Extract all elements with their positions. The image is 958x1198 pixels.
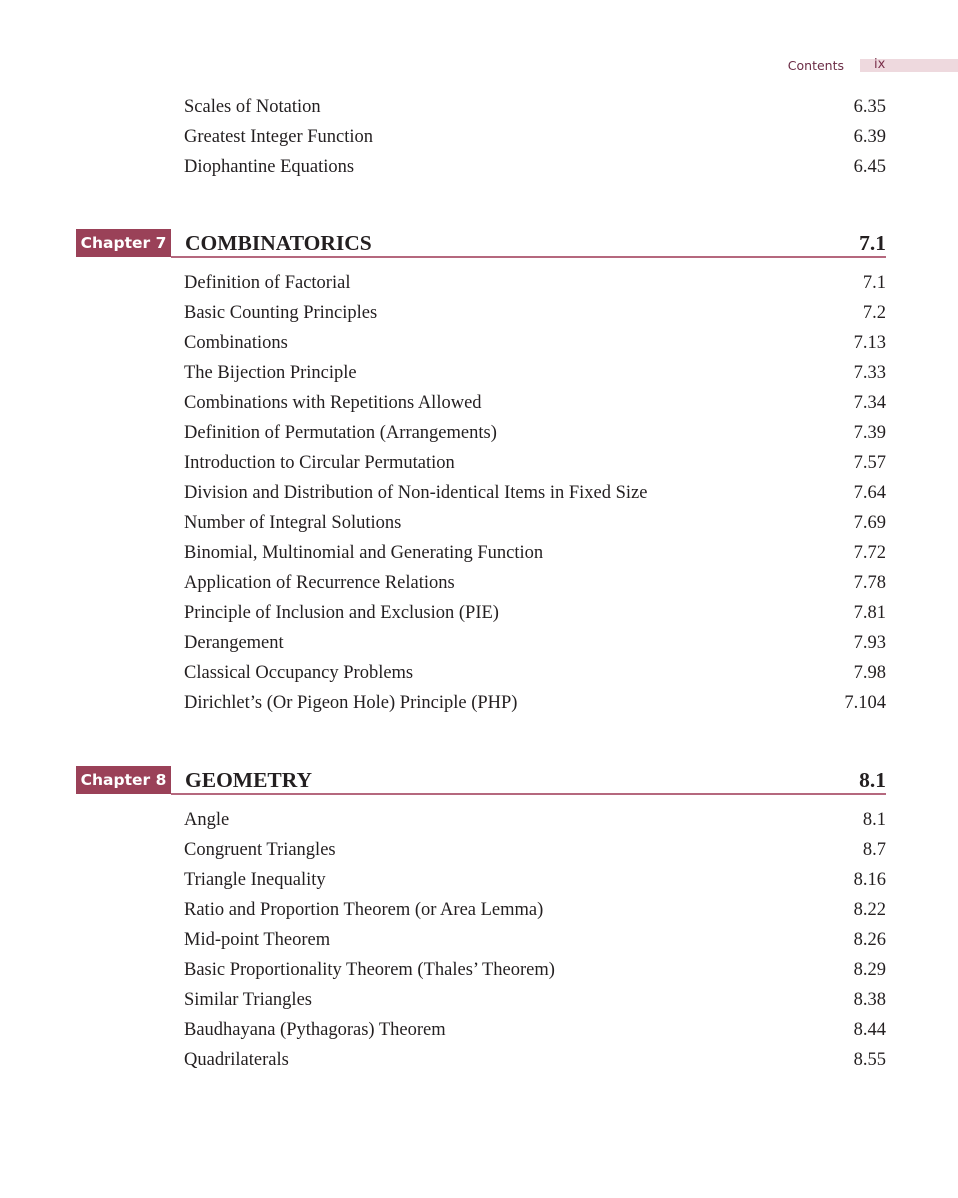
toc-entry[interactable] bbox=[184, 541, 886, 565]
toc-entry-page: 8.38 bbox=[853, 990, 886, 1010]
toc-entry-page: 7.69 bbox=[853, 513, 886, 533]
toc-entry-page: 7.34 bbox=[853, 393, 886, 413]
toc-entry[interactable] bbox=[184, 451, 886, 475]
toc-entry[interactable] bbox=[184, 125, 886, 149]
toc-entry[interactable] bbox=[184, 631, 886, 655]
toc-entry-title: Division and Distribution of Non-identical Items in Fixed Size bbox=[184, 483, 648, 503]
toc-entry-page: 8.26 bbox=[853, 930, 886, 950]
toc-entry[interactable] bbox=[184, 808, 886, 832]
toc-entry[interactable] bbox=[184, 95, 886, 119]
toc-entry-page: 8.44 bbox=[853, 1020, 886, 1040]
running-header bbox=[0, 58, 958, 74]
toc-entry[interactable] bbox=[184, 601, 886, 625]
toc-entry-page: 7.98 bbox=[853, 663, 886, 683]
toc-entry-title: Scales of Notation bbox=[184, 97, 321, 117]
toc-entry[interactable] bbox=[184, 1048, 886, 1072]
toc-entry[interactable] bbox=[184, 1018, 886, 1042]
toc-entry-page: 8.55 bbox=[853, 1050, 886, 1070]
chapter-badge: Chapter 7 bbox=[76, 229, 171, 257]
toc-entry-page: 6.35 bbox=[853, 97, 886, 117]
toc-entry-title: Binomial, Multinomial and Generating Function bbox=[184, 543, 544, 563]
chapter-heading[interactable] bbox=[76, 766, 886, 796]
toc-entry-title: Basic Counting Principles bbox=[184, 303, 378, 323]
toc-entry-page: 8.16 bbox=[853, 870, 886, 890]
chapter-rule bbox=[171, 793, 886, 795]
toc-entry-title: Basic Proportionality Theorem (Thales’ Theorem) bbox=[184, 960, 555, 980]
toc-entry[interactable] bbox=[184, 481, 886, 505]
toc-entry-title: Baudhayana (Pythagoras) Theorem bbox=[184, 1020, 446, 1040]
toc-entry[interactable] bbox=[184, 691, 886, 715]
toc-entry-page: 7.13 bbox=[853, 333, 886, 353]
toc-entry-page: 6.45 bbox=[853, 157, 886, 177]
toc-entry[interactable] bbox=[184, 838, 886, 862]
toc-entry-page: 8.7 bbox=[862, 840, 886, 860]
chapter-badge: Chapter 8 bbox=[76, 766, 171, 794]
toc-entry-title: Congruent Triangles bbox=[184, 840, 336, 860]
toc-entry-title: Ratio and Proportion Theorem (or Area Lemma) bbox=[184, 900, 544, 920]
toc-entry-page: 7.72 bbox=[853, 543, 886, 563]
chapter-heading[interactable] bbox=[76, 229, 886, 259]
toc-entry-page: 8.1 bbox=[862, 810, 886, 830]
toc-entry-page: 7.78 bbox=[853, 573, 886, 593]
chapter-title: GEOMETRY bbox=[185, 768, 313, 792]
toc-entry[interactable] bbox=[184, 661, 886, 685]
toc-entry-title: Dirichlet’s (Or Pigeon Hole) Principle (PHP) bbox=[184, 693, 518, 713]
toc-entry-title: Definition of Permutation (Arrangements) bbox=[184, 423, 497, 443]
toc-entry-page: 7.1 bbox=[862, 273, 886, 293]
header-section-label: Contents bbox=[787, 58, 844, 73]
toc-entry[interactable] bbox=[184, 331, 886, 355]
toc-entry[interactable] bbox=[184, 301, 886, 325]
toc-entry[interactable] bbox=[184, 391, 886, 415]
toc-entry-title: Definition of Factorial bbox=[184, 273, 351, 293]
toc-entry[interactable] bbox=[184, 868, 886, 892]
toc-entry-title: Combinations with Repetitions Allowed bbox=[184, 393, 482, 413]
toc-entry-title: Derangement bbox=[184, 633, 284, 653]
toc-entry-page: 7.33 bbox=[853, 363, 886, 383]
toc-entry-title: Greatest Integer Function bbox=[184, 127, 374, 147]
chapter-page: 8.1 bbox=[859, 768, 886, 792]
toc-entry-page: 6.39 bbox=[853, 127, 886, 147]
toc-entry-page: 7.64 bbox=[853, 483, 886, 503]
toc-entry[interactable] bbox=[184, 898, 886, 922]
toc-entry-title: Application of Recurrence Relations bbox=[184, 573, 455, 593]
toc-entry-title: Combinations bbox=[184, 333, 288, 353]
toc-entry-title: Triangle Inequality bbox=[184, 870, 326, 890]
header-page-number: ix bbox=[874, 57, 886, 72]
toc-entry[interactable] bbox=[184, 958, 886, 982]
toc-entry-page: 7.39 bbox=[853, 423, 886, 443]
toc-entry[interactable] bbox=[184, 155, 886, 179]
toc-entry-page: 7.57 bbox=[853, 453, 886, 473]
toc-entry[interactable] bbox=[184, 361, 886, 385]
chapter-title: COMBINATORICS bbox=[185, 231, 372, 255]
chapter-rule bbox=[171, 256, 886, 258]
chapter-page: 7.1 bbox=[859, 231, 886, 255]
toc-entry-page: 7.104 bbox=[844, 693, 886, 713]
toc-entry-page: 7.2 bbox=[862, 303, 886, 323]
toc-entry-page: 8.29 bbox=[853, 960, 886, 980]
toc-entry[interactable] bbox=[184, 421, 886, 445]
toc-entry-title: Mid-point Theorem bbox=[184, 930, 331, 950]
toc-entry-page: 7.93 bbox=[853, 633, 886, 653]
toc-entry-title: Number of Integral Solutions bbox=[184, 513, 402, 533]
toc-entry[interactable] bbox=[184, 571, 886, 595]
toc-entry[interactable] bbox=[184, 511, 886, 535]
toc-entry[interactable] bbox=[184, 928, 886, 952]
toc-entry-title: Angle bbox=[184, 810, 230, 830]
toc-entry-title: Similar Triangles bbox=[184, 990, 312, 1010]
toc-entry-title: Principle of Inclusion and Exclusion (PIE) bbox=[184, 603, 499, 623]
toc-entry-title: Introduction to Circular Permutation bbox=[184, 453, 455, 473]
toc-entry[interactable] bbox=[184, 271, 886, 295]
toc-entry-page: 7.81 bbox=[853, 603, 886, 623]
toc-entry[interactable] bbox=[184, 988, 886, 1012]
toc-entry-title: Classical Occupancy Problems bbox=[184, 663, 414, 683]
toc-entry-title: Quadrilaterals bbox=[184, 1050, 289, 1070]
toc-entry-page: 8.22 bbox=[853, 900, 886, 920]
toc-entry-title: The Bijection Principle bbox=[184, 363, 357, 383]
toc-entry-title: Diophantine Equations bbox=[184, 157, 355, 177]
